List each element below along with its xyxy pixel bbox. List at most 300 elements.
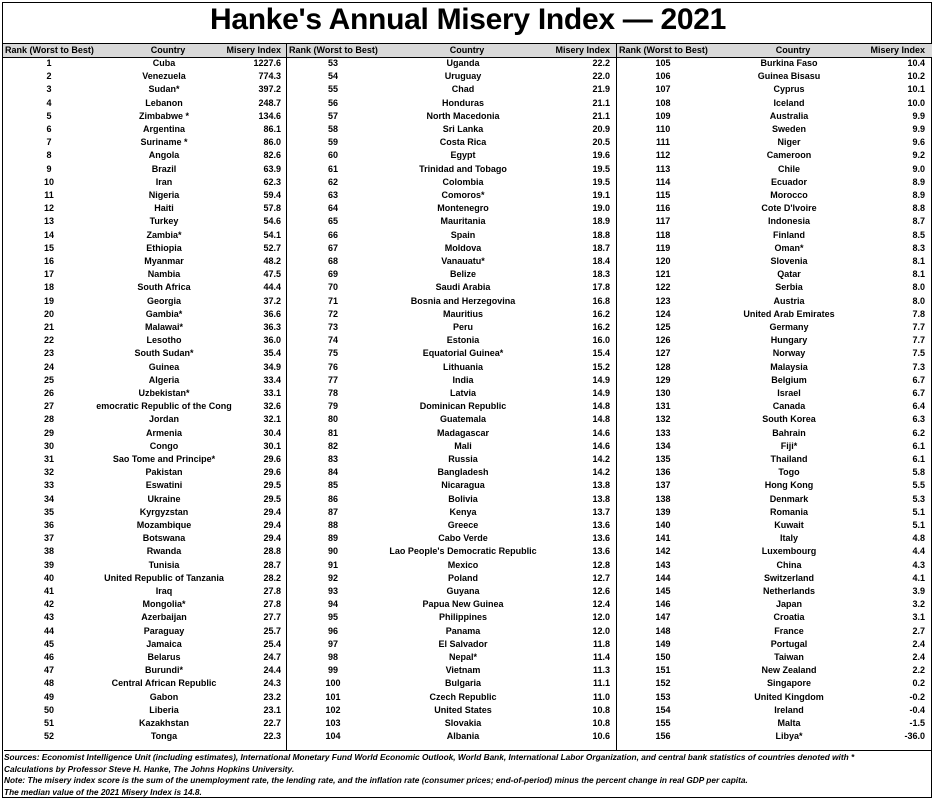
country-cell: Belgium — [771, 374, 807, 385]
country-cell: Romania — [769, 506, 808, 517]
score-cell: 13.6 — [592, 546, 610, 557]
country-cell: Mozambique — [136, 520, 192, 530]
rank-cell: 94 — [327, 599, 338, 610]
rank-cell: 133 — [655, 427, 671, 438]
rank-cell: 41 — [43, 586, 54, 596]
country-cell: Comoros* — [441, 190, 485, 200]
score-cell: 33.1 — [263, 388, 281, 398]
score-cell: 8.0 — [912, 295, 925, 306]
score-cell: 10.1 — [907, 84, 925, 95]
rank-cell: 113 — [655, 163, 671, 174]
score-cell: 14.8 — [592, 414, 610, 425]
rank-cell: 21 — [43, 322, 54, 332]
score-cell: 0.2 — [912, 678, 925, 689]
rank-cell: 93 — [327, 586, 338, 596]
rank-cell: 96 — [327, 625, 338, 636]
misery-index-header: Misery Index — [555, 45, 610, 55]
rank-cell: 80 — [327, 414, 338, 425]
country-cell: Finland — [773, 229, 805, 240]
rank-cell: 102 — [325, 704, 341, 715]
country-cell: El Salvador — [438, 638, 488, 649]
score-cell: 11.4 — [592, 652, 610, 662]
rank-cell: 27 — [43, 401, 54, 412]
score-cell: 11.1 — [592, 678, 610, 689]
score-cell: -0.2 — [909, 691, 925, 702]
rank-cell: 109 — [655, 110, 671, 121]
rank-cell: 112 — [655, 150, 671, 161]
score-cell: 2.4 — [912, 638, 925, 649]
score-cell: 10.8 — [592, 704, 610, 715]
country-cell: Equatorial Guinea* — [422, 348, 504, 359]
score-cell: 13.8 — [592, 480, 610, 491]
rank-cell: 134 — [655, 440, 671, 451]
rank-cell: 124 — [655, 308, 671, 319]
score-cell: 29.4 — [263, 520, 281, 530]
rank-cell: 128 — [655, 361, 671, 372]
country-cell: Venezuela — [142, 71, 186, 82]
rank-cell: 4 — [46, 97, 52, 108]
rank-cell: 44 — [43, 625, 54, 636]
score-cell: 16.2 — [592, 322, 610, 332]
country-cell: Jordan — [148, 414, 179, 425]
score-cell: 17.8 — [592, 282, 610, 293]
country-cell: Serbia — [775, 282, 803, 293]
rank-cell: 50 — [43, 704, 54, 715]
country-cell: Canada — [772, 401, 806, 412]
rank-cell: 65 — [327, 216, 338, 227]
rank-cell: 64 — [327, 203, 338, 214]
score-cell: 19.0 — [592, 203, 610, 214]
rank-cell: 131 — [655, 401, 671, 412]
rank-cell: 71 — [327, 295, 338, 306]
score-cell: 12.8 — [592, 559, 610, 570]
country-cell: Portugal — [770, 638, 808, 649]
score-cell: 14.8 — [592, 401, 610, 412]
rank-cell: 97 — [327, 638, 338, 649]
score-cell: 82.6 — [263, 150, 281, 161]
country-cell: Germany — [769, 322, 809, 332]
country-cell: Angola — [148, 150, 180, 161]
rank-cell: 31 — [43, 454, 54, 464]
rank-cell: 103 — [325, 718, 341, 728]
column-divider — [616, 43, 617, 750]
rank-cell: 122 — [655, 282, 671, 293]
score-cell: 18.8 — [592, 229, 610, 240]
score-cell: 14.2 — [592, 454, 610, 464]
country-cell: France — [774, 625, 804, 636]
rank-cell: 61 — [327, 163, 338, 174]
rank-cell: 85 — [327, 480, 338, 491]
score-cell: 86.1 — [263, 124, 281, 134]
score-cell: 13.6 — [592, 533, 610, 544]
score-cell: 6.1 — [912, 454, 925, 464]
rank-cell: 139 — [655, 506, 671, 517]
country-cell: Sao Tome and Principe* — [112, 454, 216, 464]
misery-index-header: Misery Index — [870, 45, 925, 55]
score-cell: 134.6 — [258, 110, 281, 121]
score-cell: 22.3 — [263, 731, 281, 742]
rank-cell: 14 — [43, 229, 54, 240]
rank-cell: 123 — [655, 295, 671, 306]
rank-cell: 125 — [655, 322, 671, 332]
rank-cell: 3 — [46, 84, 52, 95]
score-cell: 10.8 — [592, 718, 610, 728]
score-cell: 3.2 — [912, 599, 925, 610]
rank-cell: 18 — [43, 282, 54, 293]
country-cell: Latvia — [449, 388, 476, 398]
rank-cell: 99 — [327, 665, 338, 676]
score-cell: 11.3 — [592, 665, 610, 676]
score-cell: 6.1 — [912, 440, 925, 451]
rank-header: Rank (Worst to Best) — [619, 45, 708, 55]
score-cell: 13.6 — [592, 520, 610, 530]
rank-cell: 38 — [43, 546, 54, 557]
country-cell: Thailand — [770, 454, 808, 464]
score-cell: 2.7 — [912, 625, 925, 636]
rank-cell: 155 — [655, 718, 671, 728]
country-cell: Slovenia — [770, 256, 808, 266]
footer-notes — [4, 750, 932, 798]
country-cell: Iraq — [155, 586, 173, 596]
country-cell: Cuba — [152, 58, 176, 68]
country-cell: Malaysia — [770, 361, 808, 372]
rank-cell: 110 — [655, 124, 671, 134]
rank-cell: 73 — [327, 322, 338, 332]
country-cell: Argentina — [142, 124, 185, 134]
country-cell: Algeria — [148, 374, 180, 385]
country-cell: Libya* — [775, 731, 803, 742]
country-cell: Slovakia — [444, 718, 482, 728]
rank-cell: 121 — [655, 269, 671, 280]
rank-cell: 12 — [43, 203, 54, 214]
country-cell: New Zealand — [761, 665, 817, 676]
score-cell: 13.7 — [592, 506, 610, 517]
rank-cell: 47 — [43, 665, 54, 676]
rank-cell: 88 — [327, 520, 338, 530]
rank-cell: 6 — [46, 124, 52, 134]
score-cell: -36.0 — [904, 731, 925, 742]
rank-cell: 132 — [655, 414, 671, 425]
score-cell: 18.3 — [592, 269, 610, 280]
score-cell: 21.9 — [592, 84, 610, 95]
rank-cell: 106 — [655, 71, 671, 82]
country-cell: Dominican Republic — [419, 401, 507, 412]
country-cell: South Africa — [137, 282, 191, 293]
rank-cell: 119 — [655, 242, 671, 253]
rank-cell: 66 — [327, 229, 338, 240]
rank-cell: 74 — [327, 335, 338, 346]
score-cell: 21.1 — [592, 110, 610, 121]
footer-median: The median value of the 2021 Misery Index is 14.8. — [4, 786, 202, 797]
score-cell: 18.9 — [592, 216, 610, 227]
rank-cell: 15 — [43, 242, 54, 253]
rank-cell: 10 — [43, 176, 54, 187]
rank-cell: 9 — [46, 163, 52, 174]
score-cell: 7.3 — [912, 361, 925, 372]
rank-cell: 120 — [655, 256, 671, 266]
score-cell: 7.5 — [912, 348, 925, 359]
rank-cell: 146 — [655, 599, 671, 610]
country-cell: Malta — [777, 718, 801, 728]
country-cell: Cyprus — [773, 84, 805, 95]
rank-cell: 19 — [43, 295, 54, 306]
rank-cell: 32 — [43, 467, 54, 478]
country-cell: Azerbaijan — [141, 612, 187, 623]
score-cell: -0.4 — [909, 704, 925, 715]
country-cell: emocratic Republic of the Cong — [96, 401, 232, 412]
country-cell: Sudan* — [148, 84, 180, 95]
country-cell: United States — [434, 704, 492, 715]
score-cell: 32.1 — [263, 414, 281, 425]
score-cell: 14.6 — [592, 440, 610, 451]
score-cell: 15.2 — [592, 361, 610, 372]
rank-cell: 52 — [43, 731, 54, 742]
rank-cell: 46 — [43, 652, 54, 662]
score-cell: 47.5 — [263, 269, 281, 280]
rank-cell: 135 — [655, 454, 671, 464]
country-cell: Iran — [155, 176, 173, 187]
country-cell: Taiwan — [774, 652, 804, 662]
rank-cell: 55 — [327, 84, 338, 95]
country-cell: Ecuador — [770, 176, 807, 187]
rank-cell: 142 — [655, 546, 671, 557]
rank-cell: 145 — [655, 586, 671, 596]
country-cell: Netherlands — [762, 586, 815, 596]
rank-cell: 58 — [327, 124, 338, 134]
rank-header: Rank (Worst to Best) — [5, 45, 94, 55]
rank-cell: 127 — [655, 348, 671, 359]
country-cell: Gabon — [149, 691, 179, 702]
score-cell: 11.8 — [592, 638, 610, 649]
score-cell: 44.4 — [263, 282, 281, 293]
rank-cell: 45 — [43, 638, 54, 649]
rank-cell: 87 — [327, 506, 338, 517]
country-cell: Botswana — [142, 533, 186, 544]
country-cell: Lesotho — [146, 335, 182, 346]
rank-cell: 150 — [655, 652, 671, 662]
score-cell: 28.2 — [263, 572, 281, 583]
rank-cell: 1 — [46, 58, 52, 68]
country-cell: Rwanda — [146, 546, 182, 557]
score-cell: 34.9 — [263, 361, 281, 372]
country-cell: Fiji* — [780, 440, 798, 451]
country-cell: Ukraine — [147, 493, 181, 504]
score-cell: 86.0 — [263, 137, 281, 148]
country-cell: South Korea — [762, 414, 816, 425]
country-cell: Mauritius — [442, 308, 483, 319]
rank-cell: 92 — [327, 572, 338, 583]
score-cell: 20.9 — [592, 124, 610, 134]
rank-cell: 24 — [43, 361, 54, 372]
country-cell: Austria — [773, 295, 805, 306]
score-cell: 12.0 — [592, 612, 610, 623]
score-cell: 6.4 — [912, 401, 925, 412]
score-cell: 36.6 — [263, 308, 281, 319]
country-cell: Bahrain — [772, 427, 806, 438]
country-cell: Vanauatu* — [441, 256, 485, 266]
country-cell: Suriname * — [140, 137, 188, 148]
rank-cell: 116 — [655, 203, 671, 214]
score-cell: 25.4 — [263, 638, 281, 649]
country-cell: Saudi Arabia — [435, 282, 491, 293]
score-cell: 24.4 — [263, 665, 281, 676]
rank-cell: 98 — [327, 652, 338, 662]
rank-cell: 68 — [327, 256, 338, 266]
country-cell: Nepal* — [448, 652, 477, 662]
rank-cell: 91 — [327, 559, 338, 570]
rank-cell: 138 — [655, 493, 671, 504]
score-cell: 21.1 — [592, 97, 610, 108]
country-cell: Zambia* — [146, 229, 182, 240]
page-title: Hanke's Annual Misery Index — 2021 — [209, 3, 727, 36]
score-cell: 19.5 — [592, 176, 610, 187]
country-cell: Poland — [447, 572, 478, 583]
country-cell: Kyrgyzstan — [139, 506, 189, 517]
score-cell: 29.6 — [263, 467, 281, 478]
rank-cell: 51 — [43, 718, 54, 728]
score-cell: 5.5 — [912, 480, 925, 491]
country-cell: Uganda — [446, 58, 480, 68]
country-cell: Cote D'Ivoire — [761, 203, 817, 214]
country-cell: Luxembourg — [761, 546, 817, 557]
country-cell: Egypt — [450, 150, 476, 161]
score-cell: 9.9 — [912, 110, 925, 121]
rank-cell: 76 — [327, 361, 338, 372]
country-cell: Honduras — [441, 97, 484, 108]
country-cell: Israel — [777, 388, 801, 398]
country-cell: Burundi* — [145, 665, 183, 676]
score-cell: 12.0 — [592, 625, 610, 636]
score-cell: 16.8 — [592, 295, 610, 306]
score-cell: 19.1 — [592, 190, 610, 200]
score-cell: 14.6 — [592, 427, 610, 438]
score-cell: 7.7 — [912, 335, 925, 346]
country-cell: Malawai* — [144, 322, 184, 332]
country-cell: Czech Republic — [429, 691, 497, 702]
score-cell: 4.3 — [912, 559, 925, 570]
country-cell: Papua New Guinea — [422, 599, 504, 610]
rank-cell: 154 — [655, 704, 671, 715]
score-cell: 36.3 — [263, 322, 281, 332]
score-cell: 29.4 — [263, 506, 281, 517]
country-cell: Montenegro — [437, 203, 489, 214]
rank-cell: 104 — [325, 731, 341, 742]
score-cell: 19.5 — [592, 163, 610, 174]
rank-cell: 101 — [325, 691, 341, 702]
country-cell: North Macedonia — [426, 110, 500, 121]
rank-cell: 137 — [655, 480, 671, 491]
score-cell: 28.7 — [263, 559, 281, 570]
score-cell: 6.7 — [912, 388, 925, 398]
country-cell: Lao People's Democratic Republic — [389, 546, 537, 557]
country-cell: Philippines — [438, 612, 487, 623]
country-cell: Australia — [769, 110, 809, 121]
country-cell: Eswatini — [145, 480, 183, 491]
rank-cell: 78 — [327, 388, 338, 398]
rank-cell: 11 — [44, 190, 54, 200]
score-cell: 5.1 — [912, 506, 925, 517]
rank-cell: 114 — [655, 176, 671, 187]
country-cell: Zimbabwe * — [138, 110, 189, 121]
rank-cell: 95 — [327, 612, 338, 623]
country-cell: Guyana — [446, 586, 480, 596]
rank-cell: 130 — [655, 388, 671, 398]
score-cell: 14.9 — [592, 374, 610, 385]
rank-cell: 29 — [43, 427, 54, 438]
score-cell: 6.3 — [912, 414, 925, 425]
country-cell: Costa Rica — [439, 137, 487, 148]
country-cell: Nigeria — [148, 190, 180, 200]
score-cell: 4.8 — [912, 533, 925, 544]
country-cell: Pakistan — [145, 467, 183, 478]
rank-cell: 63 — [327, 190, 338, 200]
score-cell: 32.6 — [263, 401, 281, 412]
country-cell: Uruguay — [444, 71, 482, 82]
country-cell: Denmark — [769, 493, 809, 504]
rank-cell: 83 — [327, 454, 338, 464]
country-cell: Greece — [447, 520, 479, 530]
score-cell: 29.4 — [263, 533, 281, 544]
rank-cell: 48 — [43, 678, 54, 689]
rank-cell: 143 — [655, 559, 671, 570]
score-cell: 52.7 — [263, 242, 281, 253]
score-cell: 12.7 — [592, 572, 610, 583]
country-cell: United Arab Emirates — [743, 308, 835, 319]
rank-cell: 42 — [43, 599, 54, 610]
country-cell: Switzerland — [763, 572, 814, 583]
score-cell: 18.4 — [592, 256, 610, 266]
rank-cell: 108 — [655, 97, 671, 108]
rank-cell: 22 — [43, 335, 54, 346]
country-header: Country — [775, 45, 811, 55]
rank-cell: 118 — [655, 229, 671, 240]
rank-cell: 13 — [43, 216, 54, 227]
rank-cell: 147 — [655, 612, 671, 623]
country-cell: Panama — [445, 625, 481, 636]
country-cell: Mauritania — [440, 216, 486, 227]
rank-cell: 26 — [43, 388, 54, 398]
rank-cell: 129 — [655, 374, 671, 385]
country-cell: Ethiopia — [146, 242, 182, 253]
score-cell: 5.8 — [912, 467, 925, 478]
country-cell: Armenia — [145, 427, 182, 438]
rank-cell: 82 — [327, 440, 338, 451]
country-cell: Cabo Verde — [438, 533, 488, 544]
score-cell: 29.5 — [263, 493, 281, 504]
score-cell: 36.0 — [263, 335, 281, 346]
rank-cell: 30 — [43, 440, 54, 451]
rank-cell: 7 — [46, 137, 52, 148]
score-cell: 774.3 — [258, 71, 281, 82]
rank-cell: 77 — [327, 374, 338, 385]
rank-cell: 56 — [327, 97, 338, 108]
country-cell: Belize — [449, 269, 476, 280]
score-cell: 22.0 — [592, 71, 610, 82]
country-cell: Haiti — [154, 203, 174, 214]
rank-cell: 151 — [655, 665, 671, 676]
score-cell: 57.8 — [263, 203, 281, 214]
rank-cell: 149 — [655, 638, 671, 649]
country-cell: Albania — [446, 731, 480, 742]
country-cell: Congo — [149, 440, 179, 451]
country-cell: Liberia — [149, 704, 179, 715]
score-cell: 12.6 — [592, 586, 610, 596]
country-cell: Madagascar — [436, 427, 490, 438]
score-cell: 10.0 — [907, 97, 925, 108]
misery-index-header: Misery Index — [226, 45, 281, 55]
score-cell: 9.6 — [912, 137, 925, 148]
country-cell: Chad — [451, 84, 475, 95]
